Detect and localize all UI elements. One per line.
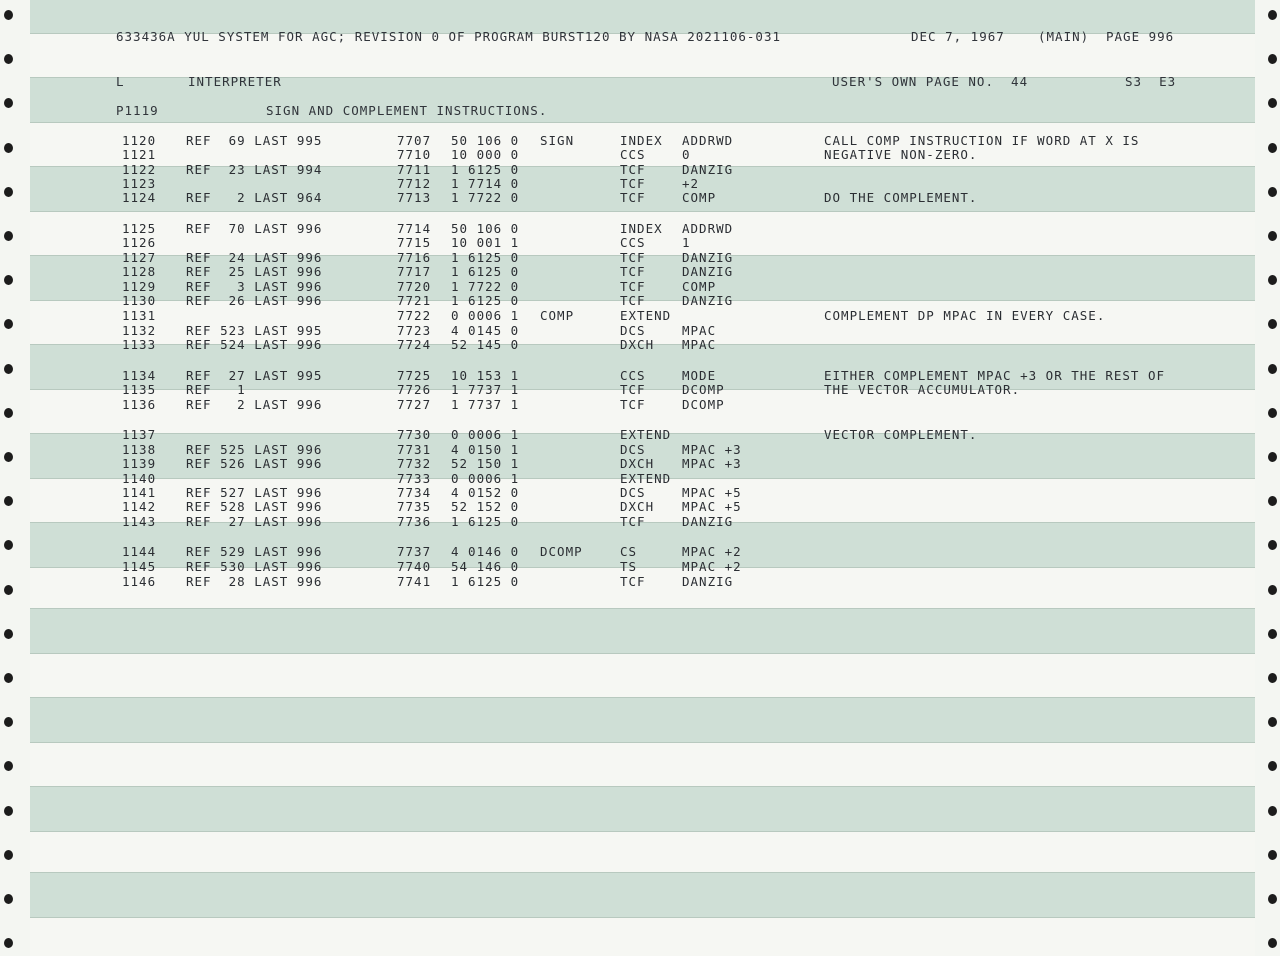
row-reference: REF 23 LAST 994 (186, 162, 323, 177)
row-line-number: 1131 (122, 308, 157, 323)
row-operand: +2 (682, 176, 700, 191)
row-object-code: 52 152 0 (451, 499, 520, 514)
row-object-code: 0 0006 1 (451, 427, 520, 442)
row-address: 7733 (397, 471, 432, 486)
row-object-code: 10 153 1 (451, 368, 520, 383)
row-line-number: 1141 (122, 485, 157, 500)
row-line-number: 1121 (122, 147, 157, 162)
tractor-hole (1268, 408, 1277, 418)
tractor-hole (1268, 673, 1277, 683)
row-line-number: 1130 (122, 293, 157, 308)
row-line-number: 1144 (122, 544, 157, 559)
row-operand: MPAC +3 (682, 442, 742, 457)
listing-date: DEC 7, 1967 (911, 29, 1005, 44)
row-opcode: DXCH (620, 337, 655, 352)
row-object-code: 52 150 1 (451, 456, 520, 471)
green-band (30, 697, 1255, 743)
row-operand: COMP (682, 190, 717, 205)
row-opcode: INDEX (620, 133, 663, 148)
row-line-number: 1129 (122, 279, 157, 294)
green-band (30, 786, 1255, 832)
tractor-hole (1268, 806, 1277, 816)
row-object-code: 54 146 0 (451, 559, 520, 574)
log-flag: L (116, 74, 125, 89)
row-opcode: TCF (620, 279, 646, 294)
row-object-code: 1 6125 0 (451, 293, 520, 308)
row-opcode: DCS (620, 442, 646, 457)
tractor-hole (4, 319, 13, 329)
listing-main-tag: (MAIN) (1038, 29, 1090, 44)
row-line-number: 1138 (122, 442, 157, 457)
tractor-hole (1268, 585, 1277, 595)
row-reference: REF 525 LAST 996 (186, 442, 323, 457)
page-title: SIGN AND COMPLEMENT INSTRUCTIONS. (266, 103, 548, 118)
row-operand: DANZIG (682, 293, 734, 308)
row-comment: EITHER COMPLEMENT MPAC +3 OR THE REST OF (824, 368, 1166, 383)
row-line-number: 1142 (122, 499, 157, 514)
row-address: 7716 (397, 250, 432, 265)
row-opcode: TCF (620, 574, 646, 589)
row-reference: REF 526 LAST 996 (186, 456, 323, 471)
row-address: 7712 (397, 176, 432, 191)
row-address: 7731 (397, 442, 432, 457)
row-address: 7713 (397, 190, 432, 205)
row-reference: REF 69 LAST 995 (186, 133, 323, 148)
row-reference: REF 530 LAST 996 (186, 559, 323, 574)
row-opcode: TCF (620, 190, 646, 205)
row-reference: REF 2 LAST 996 (186, 397, 323, 412)
row-address: 7737 (397, 544, 432, 559)
row-operand: MPAC +5 (682, 499, 742, 514)
tractor-hole (1268, 894, 1277, 904)
row-opcode: EXTEND (620, 427, 672, 442)
row-line-number: 1120 (122, 133, 157, 148)
row-object-code: 4 0152 0 (451, 485, 520, 500)
row-object-code: 4 0150 1 (451, 442, 520, 457)
row-opcode: TCF (620, 382, 646, 397)
row-address: 7715 (397, 235, 432, 250)
tractor-hole (1268, 187, 1277, 197)
row-line-number: 1122 (122, 162, 157, 177)
tractor-hole (4, 98, 13, 108)
tractor-hole (1268, 540, 1277, 550)
row-line-number: 1133 (122, 337, 157, 352)
row-operand: ADDRWD (682, 221, 734, 236)
tractor-hole (1268, 231, 1277, 241)
row-line-number: 1124 (122, 190, 157, 205)
tractor-hole (4, 187, 13, 197)
row-reference: REF 70 LAST 996 (186, 221, 323, 236)
row-line-number: 1125 (122, 221, 157, 236)
row-comment: DO THE COMPLEMENT. (824, 190, 978, 205)
row-comment: VECTOR COMPLEMENT. (824, 427, 978, 442)
row-opcode: CCS (620, 147, 646, 162)
row-reference: REF 26 LAST 996 (186, 293, 323, 308)
row-object-code: 1 6125 0 (451, 250, 520, 265)
row-address: 7710 (397, 147, 432, 162)
row-object-code: 10 001 1 (451, 235, 520, 250)
tractor-hole (4, 54, 13, 64)
user-page-number: USER'S OWN PAGE NO. 44 (832, 74, 1029, 89)
tractor-hole (1268, 850, 1277, 860)
row-address: 7740 (397, 559, 432, 574)
row-operand: MPAC (682, 323, 717, 338)
tractor-hole (4, 275, 13, 285)
tractor-hole (1268, 275, 1277, 285)
row-operand: DCOMP (682, 397, 725, 412)
row-opcode: TCF (620, 250, 646, 265)
row-reference: REF 529 LAST 996 (186, 544, 323, 559)
row-operand: DANZIG (682, 574, 734, 589)
row-object-code: 52 145 0 (451, 337, 520, 352)
row-address: 7717 (397, 264, 432, 279)
row-object-code: 1 7737 1 (451, 397, 520, 412)
row-operand: DANZIG (682, 514, 734, 529)
row-reference: REF 1 (186, 382, 246, 397)
tractor-hole (4, 894, 13, 904)
row-object-code: 1 7714 0 (451, 176, 520, 191)
tractor-hole (4, 143, 13, 153)
tractor-hole (1268, 143, 1277, 153)
tractor-hole (4, 10, 13, 20)
row-object-code: 10 000 0 (451, 147, 520, 162)
row-line-number: 1126 (122, 235, 157, 250)
row-object-code: 0 0006 1 (451, 471, 520, 486)
row-line-number: 1132 (122, 323, 157, 338)
row-reference: REF 2 LAST 964 (186, 190, 323, 205)
row-comment: COMPLEMENT DP MPAC IN EVERY CASE. (824, 308, 1106, 323)
tractor-hole (1268, 496, 1277, 506)
row-address: 7726 (397, 382, 432, 397)
row-label: DCOMP (540, 544, 583, 559)
row-opcode: TCF (620, 162, 646, 177)
row-address: 7730 (397, 427, 432, 442)
row-address: 7732 (397, 456, 432, 471)
row-opcode: TCF (620, 514, 646, 529)
row-address: 7725 (397, 368, 432, 383)
row-object-code: 1 6125 0 (451, 514, 520, 529)
row-line-number: 1139 (122, 456, 157, 471)
tractor-hole (1268, 54, 1277, 64)
row-operand: MPAC +5 (682, 485, 742, 500)
row-reference: REF 523 LAST 995 (186, 323, 323, 338)
section-code: S3 E3 (1125, 74, 1177, 89)
tractor-hole (4, 452, 13, 462)
row-operand: DANZIG (682, 250, 734, 265)
row-address: 7735 (397, 499, 432, 514)
tractor-hole (4, 585, 13, 595)
row-object-code: 1 6125 0 (451, 574, 520, 589)
row-opcode: CCS (620, 235, 646, 250)
tractor-hole (4, 806, 13, 816)
row-line-number: 1136 (122, 397, 157, 412)
tractor-hole (1268, 761, 1277, 771)
row-line-number: 1146 (122, 574, 157, 589)
row-object-code: 4 0146 0 (451, 544, 520, 559)
row-operand: 1 (682, 235, 691, 250)
tractor-hole (1268, 938, 1277, 948)
row-reference: REF 24 LAST 996 (186, 250, 323, 265)
row-operand: DANZIG (682, 162, 734, 177)
row-address: 7720 (397, 279, 432, 294)
row-line-number: 1134 (122, 368, 157, 383)
row-line-number: 1135 (122, 382, 157, 397)
row-reference: REF 28 LAST 996 (186, 574, 323, 589)
row-line-number: 1123 (122, 176, 157, 191)
row-reference: REF 528 LAST 996 (186, 499, 323, 514)
row-object-code: 50 106 0 (451, 133, 520, 148)
row-reference: REF 524 LAST 996 (186, 337, 323, 352)
row-opcode: TCF (620, 264, 646, 279)
tractor-hole (4, 938, 13, 948)
tractor-hole (4, 408, 13, 418)
row-reference: REF 527 LAST 996 (186, 485, 323, 500)
row-address: 7736 (397, 514, 432, 529)
row-object-code: 1 7722 0 (451, 279, 520, 294)
row-line-number: 1128 (122, 264, 157, 279)
section-name: INTERPRETER (188, 74, 282, 89)
row-line-number: 1145 (122, 559, 157, 574)
row-object-code: 1 7722 0 (451, 190, 520, 205)
row-operand: MPAC +2 (682, 559, 742, 574)
row-object-code: 1 7737 1 (451, 382, 520, 397)
row-opcode: EXTEND (620, 471, 672, 486)
row-object-code: 1 6125 0 (451, 264, 520, 279)
listing-header-title: 633436A YUL SYSTEM FOR AGC; REVISION 0 OF PROGRAM BURST120 BY NASA 2021106-031 (116, 29, 781, 44)
row-address: 7734 (397, 485, 432, 500)
tractor-hole (1268, 319, 1277, 329)
green-band (30, 872, 1255, 918)
row-opcode: DCS (620, 485, 646, 500)
row-address: 7707 (397, 133, 432, 148)
row-address: 7741 (397, 574, 432, 589)
row-opcode: CCS (620, 368, 646, 383)
tractor-hole (1268, 717, 1277, 727)
tractor-hole (4, 673, 13, 683)
tractor-hole (4, 629, 13, 639)
row-object-code: 0 0006 1 (451, 308, 520, 323)
row-operand: MPAC +2 (682, 544, 742, 559)
row-comment: CALL COMP INSTRUCTION IF WORD AT X IS (824, 133, 1140, 148)
tractor-hole (1268, 10, 1277, 20)
row-operand: COMP (682, 279, 717, 294)
row-opcode: TCF (620, 293, 646, 308)
row-line-number: 1143 (122, 514, 157, 529)
tractor-hole (4, 231, 13, 241)
tractor-hole (4, 540, 13, 550)
row-line-number: 1137 (122, 427, 157, 442)
page-id: P1119 (116, 103, 159, 118)
green-band (30, 608, 1255, 654)
row-opcode: DXCH (620, 499, 655, 514)
row-opcode: EXTEND (620, 308, 672, 323)
row-operand: DCOMP (682, 382, 725, 397)
row-reference: REF 27 LAST 996 (186, 514, 323, 529)
row-opcode: DCS (620, 323, 646, 338)
tractor-hole (1268, 452, 1277, 462)
row-object-code: 50 106 0 (451, 221, 520, 236)
row-opcode: TS (620, 559, 638, 574)
listing-page-number: PAGE 996 (1106, 29, 1175, 44)
row-label: SIGN (540, 133, 575, 148)
row-reference: REF 27 LAST 995 (186, 368, 323, 383)
row-opcode: DXCH (620, 456, 655, 471)
row-operand: ADDRWD (682, 133, 734, 148)
row-opcode: CS (620, 544, 638, 559)
row-object-code: 1 6125 0 (451, 162, 520, 177)
row-address: 7714 (397, 221, 432, 236)
row-address: 7723 (397, 323, 432, 338)
row-comment: NEGATIVE NON-ZERO. (824, 147, 978, 162)
row-address: 7727 (397, 397, 432, 412)
tractor-hole (4, 717, 13, 727)
row-opcode: TCF (620, 176, 646, 191)
row-address: 7722 (397, 308, 432, 323)
row-operand: MPAC (682, 337, 717, 352)
tractor-hole (4, 496, 13, 506)
row-line-number: 1127 (122, 250, 157, 265)
tractor-hole (1268, 364, 1277, 374)
tractor-hole (4, 761, 13, 771)
tractor-hole (1268, 98, 1277, 108)
tractor-hole (4, 364, 13, 374)
row-operand: 0 (682, 147, 691, 162)
row-address: 7721 (397, 293, 432, 308)
tractor-hole (1268, 629, 1277, 639)
row-opcode: TCF (620, 397, 646, 412)
row-comment: THE VECTOR ACCUMULATOR. (824, 382, 1021, 397)
row-operand: MPAC +3 (682, 456, 742, 471)
row-operand: MODE (682, 368, 717, 383)
row-address: 7711 (397, 162, 432, 177)
tractor-hole (4, 850, 13, 860)
row-line-number: 1140 (122, 471, 157, 486)
row-operand: DANZIG (682, 264, 734, 279)
row-label: COMP (540, 308, 575, 323)
row-reference: REF 25 LAST 996 (186, 264, 323, 279)
row-object-code: 4 0145 0 (451, 323, 520, 338)
row-address: 7724 (397, 337, 432, 352)
row-reference: REF 3 LAST 996 (186, 279, 323, 294)
row-opcode: INDEX (620, 221, 663, 236)
